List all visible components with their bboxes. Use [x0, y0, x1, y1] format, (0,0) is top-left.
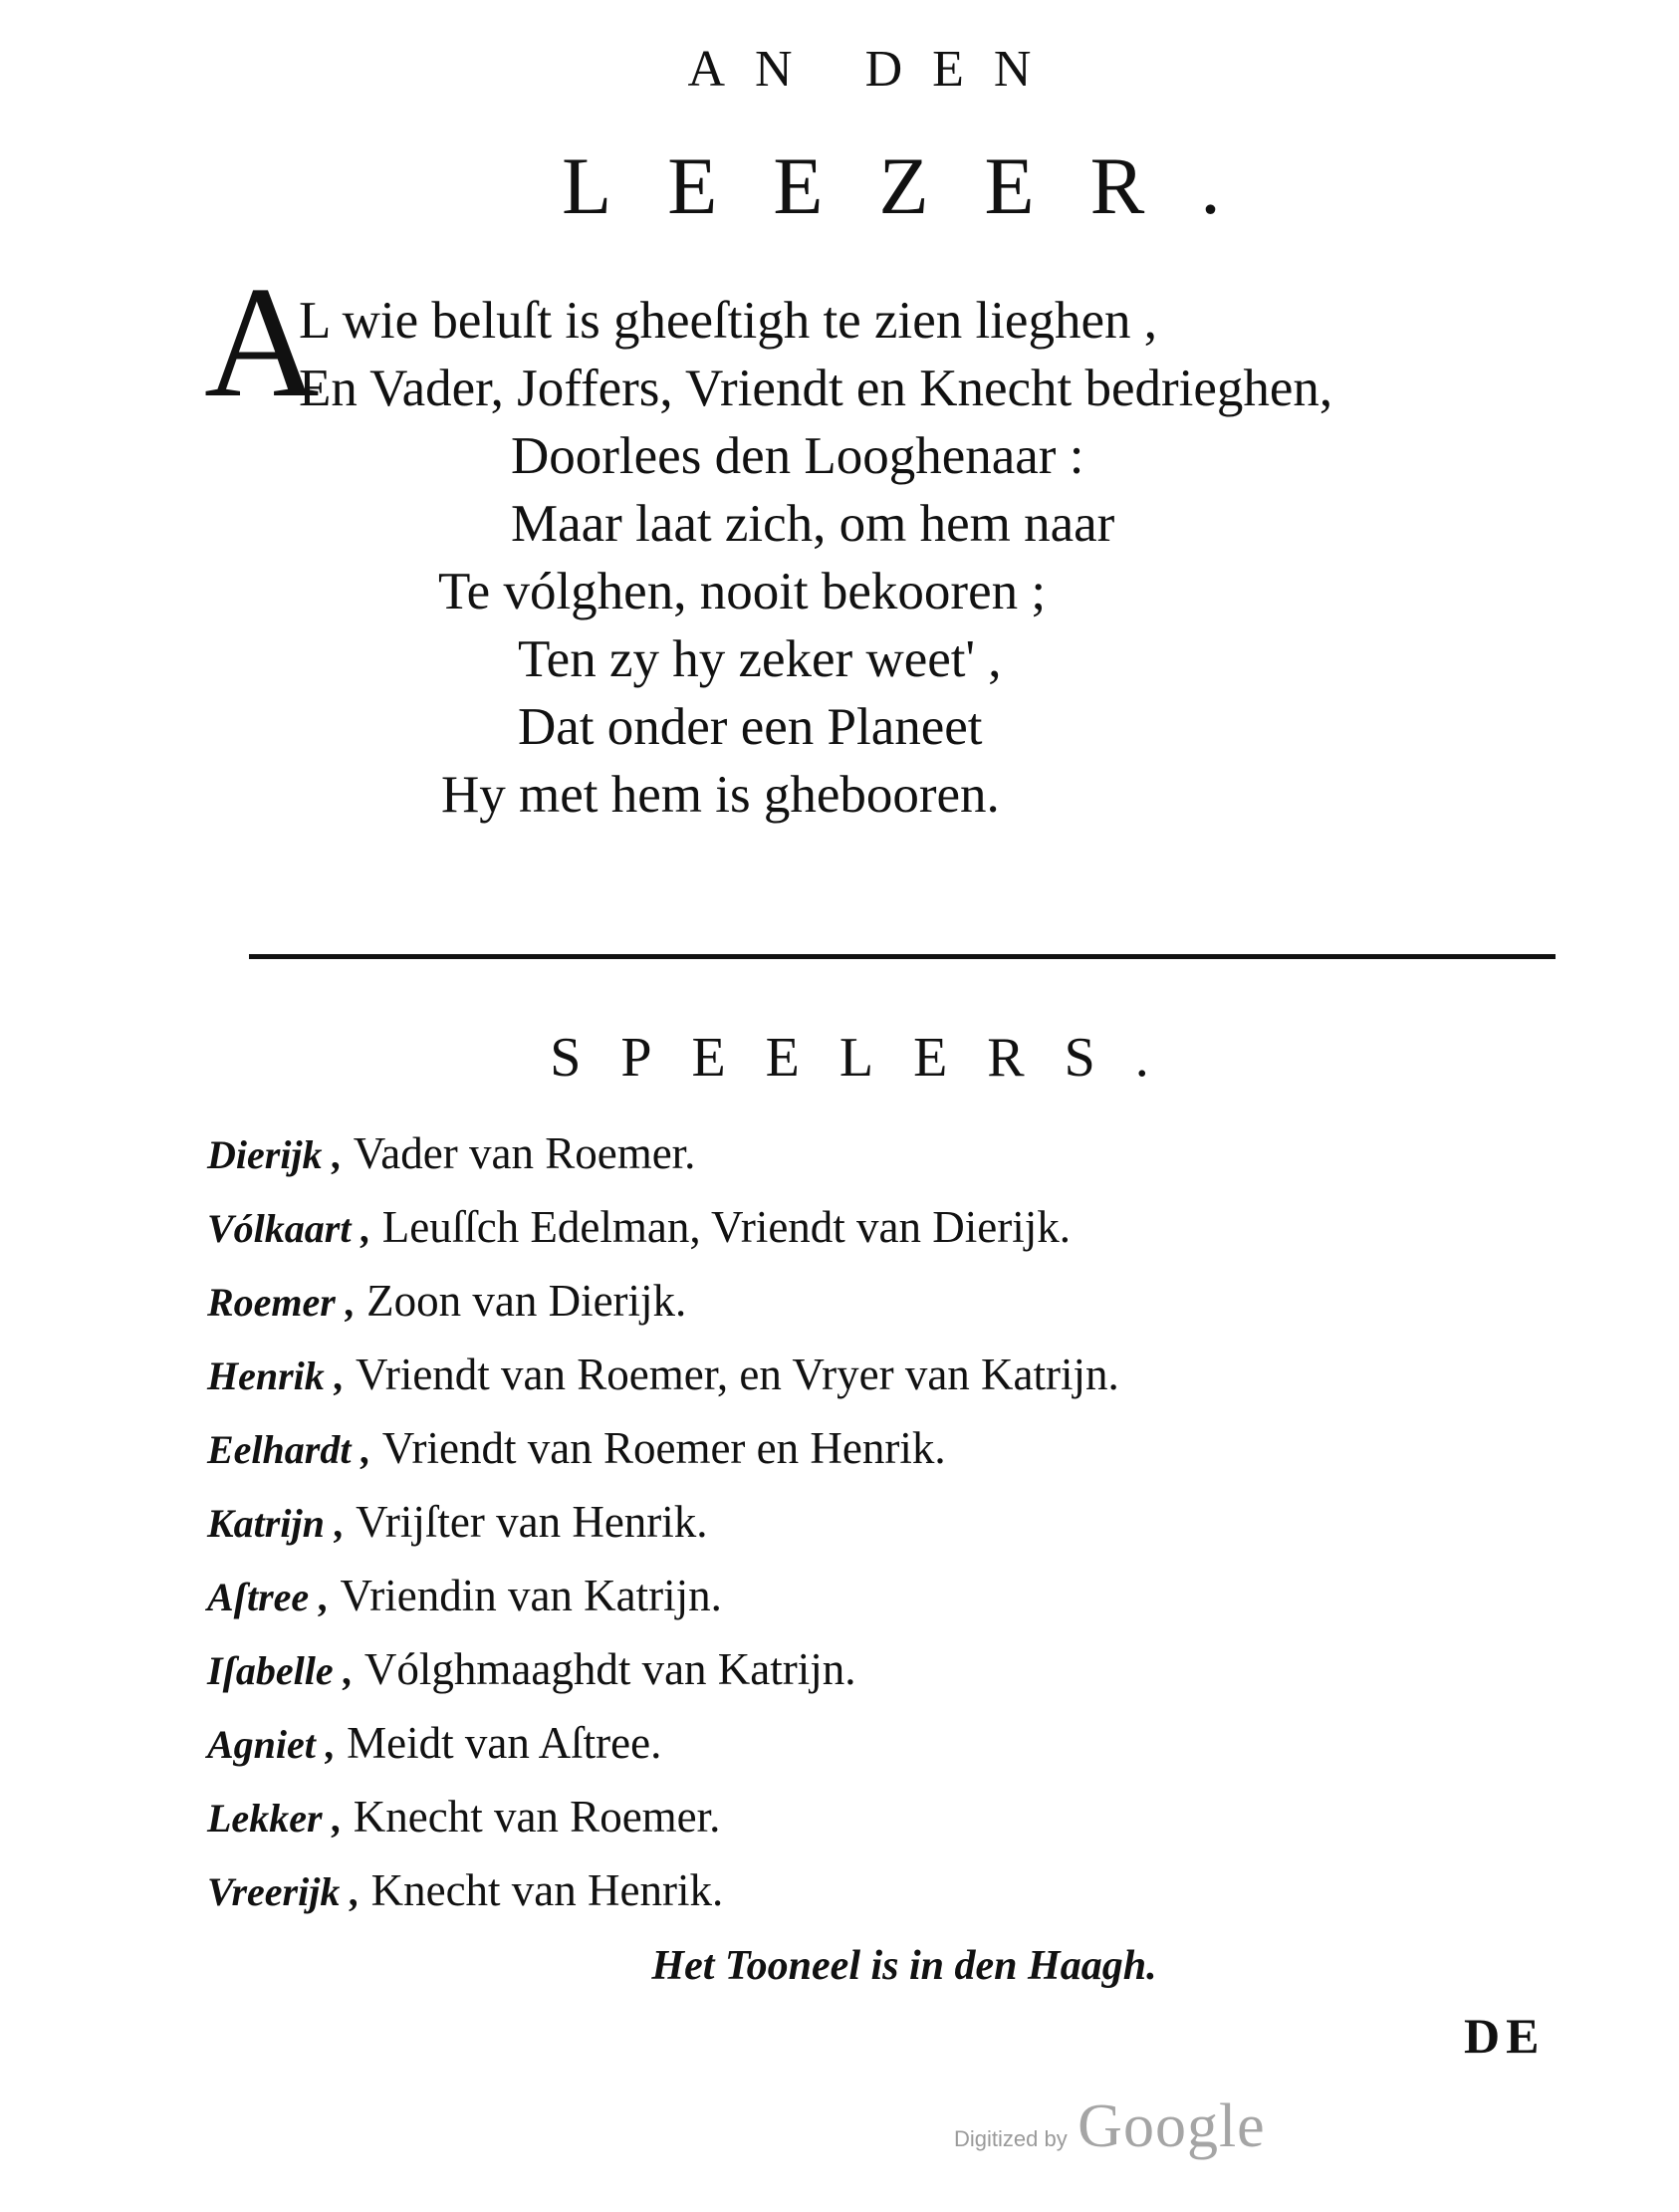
- digitized-by-label: Digitized by: [954, 2126, 1068, 2151]
- scene-note: Het Tooneel is in den Haagh.: [651, 1943, 1157, 1989]
- cast-heading: SPEELERS.: [550, 1027, 1189, 1089]
- cast-name: Katrijn ,: [207, 1501, 345, 1546]
- poem-line: Hy met hem is ghebooren.: [441, 766, 1000, 824]
- heading-an-den: AN DEN: [687, 41, 1062, 98]
- cast-description: Zoon van Dierijk.: [366, 1276, 687, 1326]
- cast-row: [207, 1860, 723, 1922]
- cast-description: Vriendt van Roemer, en Vryer van Katrijn.: [356, 1350, 1119, 1399]
- catchword: DE: [1464, 2008, 1546, 2064]
- poem-dropcap: A: [204, 253, 320, 430]
- poem-line: L wie beluſt is gheeſtigh te zien lieghen ,: [299, 292, 1157, 350]
- google-logo: Google: [1078, 2092, 1266, 2160]
- poem-line: Maar laat zich, om hem naar: [511, 495, 1115, 553]
- horizontal-rule: [249, 954, 1556, 959]
- cast-row: [207, 1345, 1119, 1406]
- cast-description: Vrijſter van Henrik.: [356, 1497, 708, 1547]
- cast-name: Vólkaart ,: [207, 1206, 371, 1251]
- cast-description: Vriendt van Roemer en Henrik.: [381, 1423, 946, 1473]
- cast-name: Vreerijk ,: [207, 1869, 360, 1914]
- cast-name: Aſtree ,: [207, 1575, 330, 1619]
- cast-description: Vólghmaaghdt van Katrijn.: [363, 1644, 856, 1694]
- heading-leezer: LEEZER.: [562, 140, 1277, 231]
- cast-row: [207, 1197, 1071, 1259]
- poem-line: Te vólghen, nooit bekooren ;: [438, 563, 1047, 620]
- cast-row: [207, 1639, 856, 1701]
- cast-row: [207, 1566, 722, 1627]
- cast-row: [207, 1492, 708, 1554]
- cast-row: [207, 1123, 695, 1185]
- cast-name: Henrik ,: [207, 1353, 345, 1398]
- cast-name: Iſabelle ,: [207, 1648, 354, 1693]
- cast-description: Meidt van Aſtree.: [347, 1718, 662, 1768]
- cast-description: Vriendin van Katrijn.: [340, 1571, 722, 1620]
- cast-row: [207, 1271, 686, 1333]
- cast-name: Roemer ,: [207, 1280, 356, 1325]
- poem-line: En Vader, Joffers, Vriendt en Knecht bedrieghen,: [299, 360, 1333, 417]
- cast-description: Knecht van Henrik.: [370, 1865, 724, 1915]
- digitized-watermark: [954, 2091, 1266, 2162]
- cast-name: Eelhardt ,: [207, 1427, 371, 1472]
- cast-row: [207, 1418, 946, 1480]
- cast-name: Dierijk ,: [207, 1132, 343, 1177]
- poem-line: Dat onder een Planeet: [518, 698, 983, 756]
- poem-line: Doorlees den Looghenaar :: [511, 427, 1084, 485]
- poem-line: Ten zy hy zeker weet' ,: [518, 630, 1002, 688]
- cast-row: [207, 1713, 661, 1775]
- cast-description: Vader van Roemer.: [353, 1128, 696, 1178]
- cast-row: [207, 1787, 720, 1848]
- cast-description: Knecht van Roemer.: [353, 1792, 721, 1842]
- cast-name: Lekker ,: [207, 1796, 343, 1841]
- cast-description: Leuſſch Edelman, Vriendt van Dierijk.: [381, 1202, 1071, 1252]
- cast-name: Agniet ,: [207, 1722, 336, 1767]
